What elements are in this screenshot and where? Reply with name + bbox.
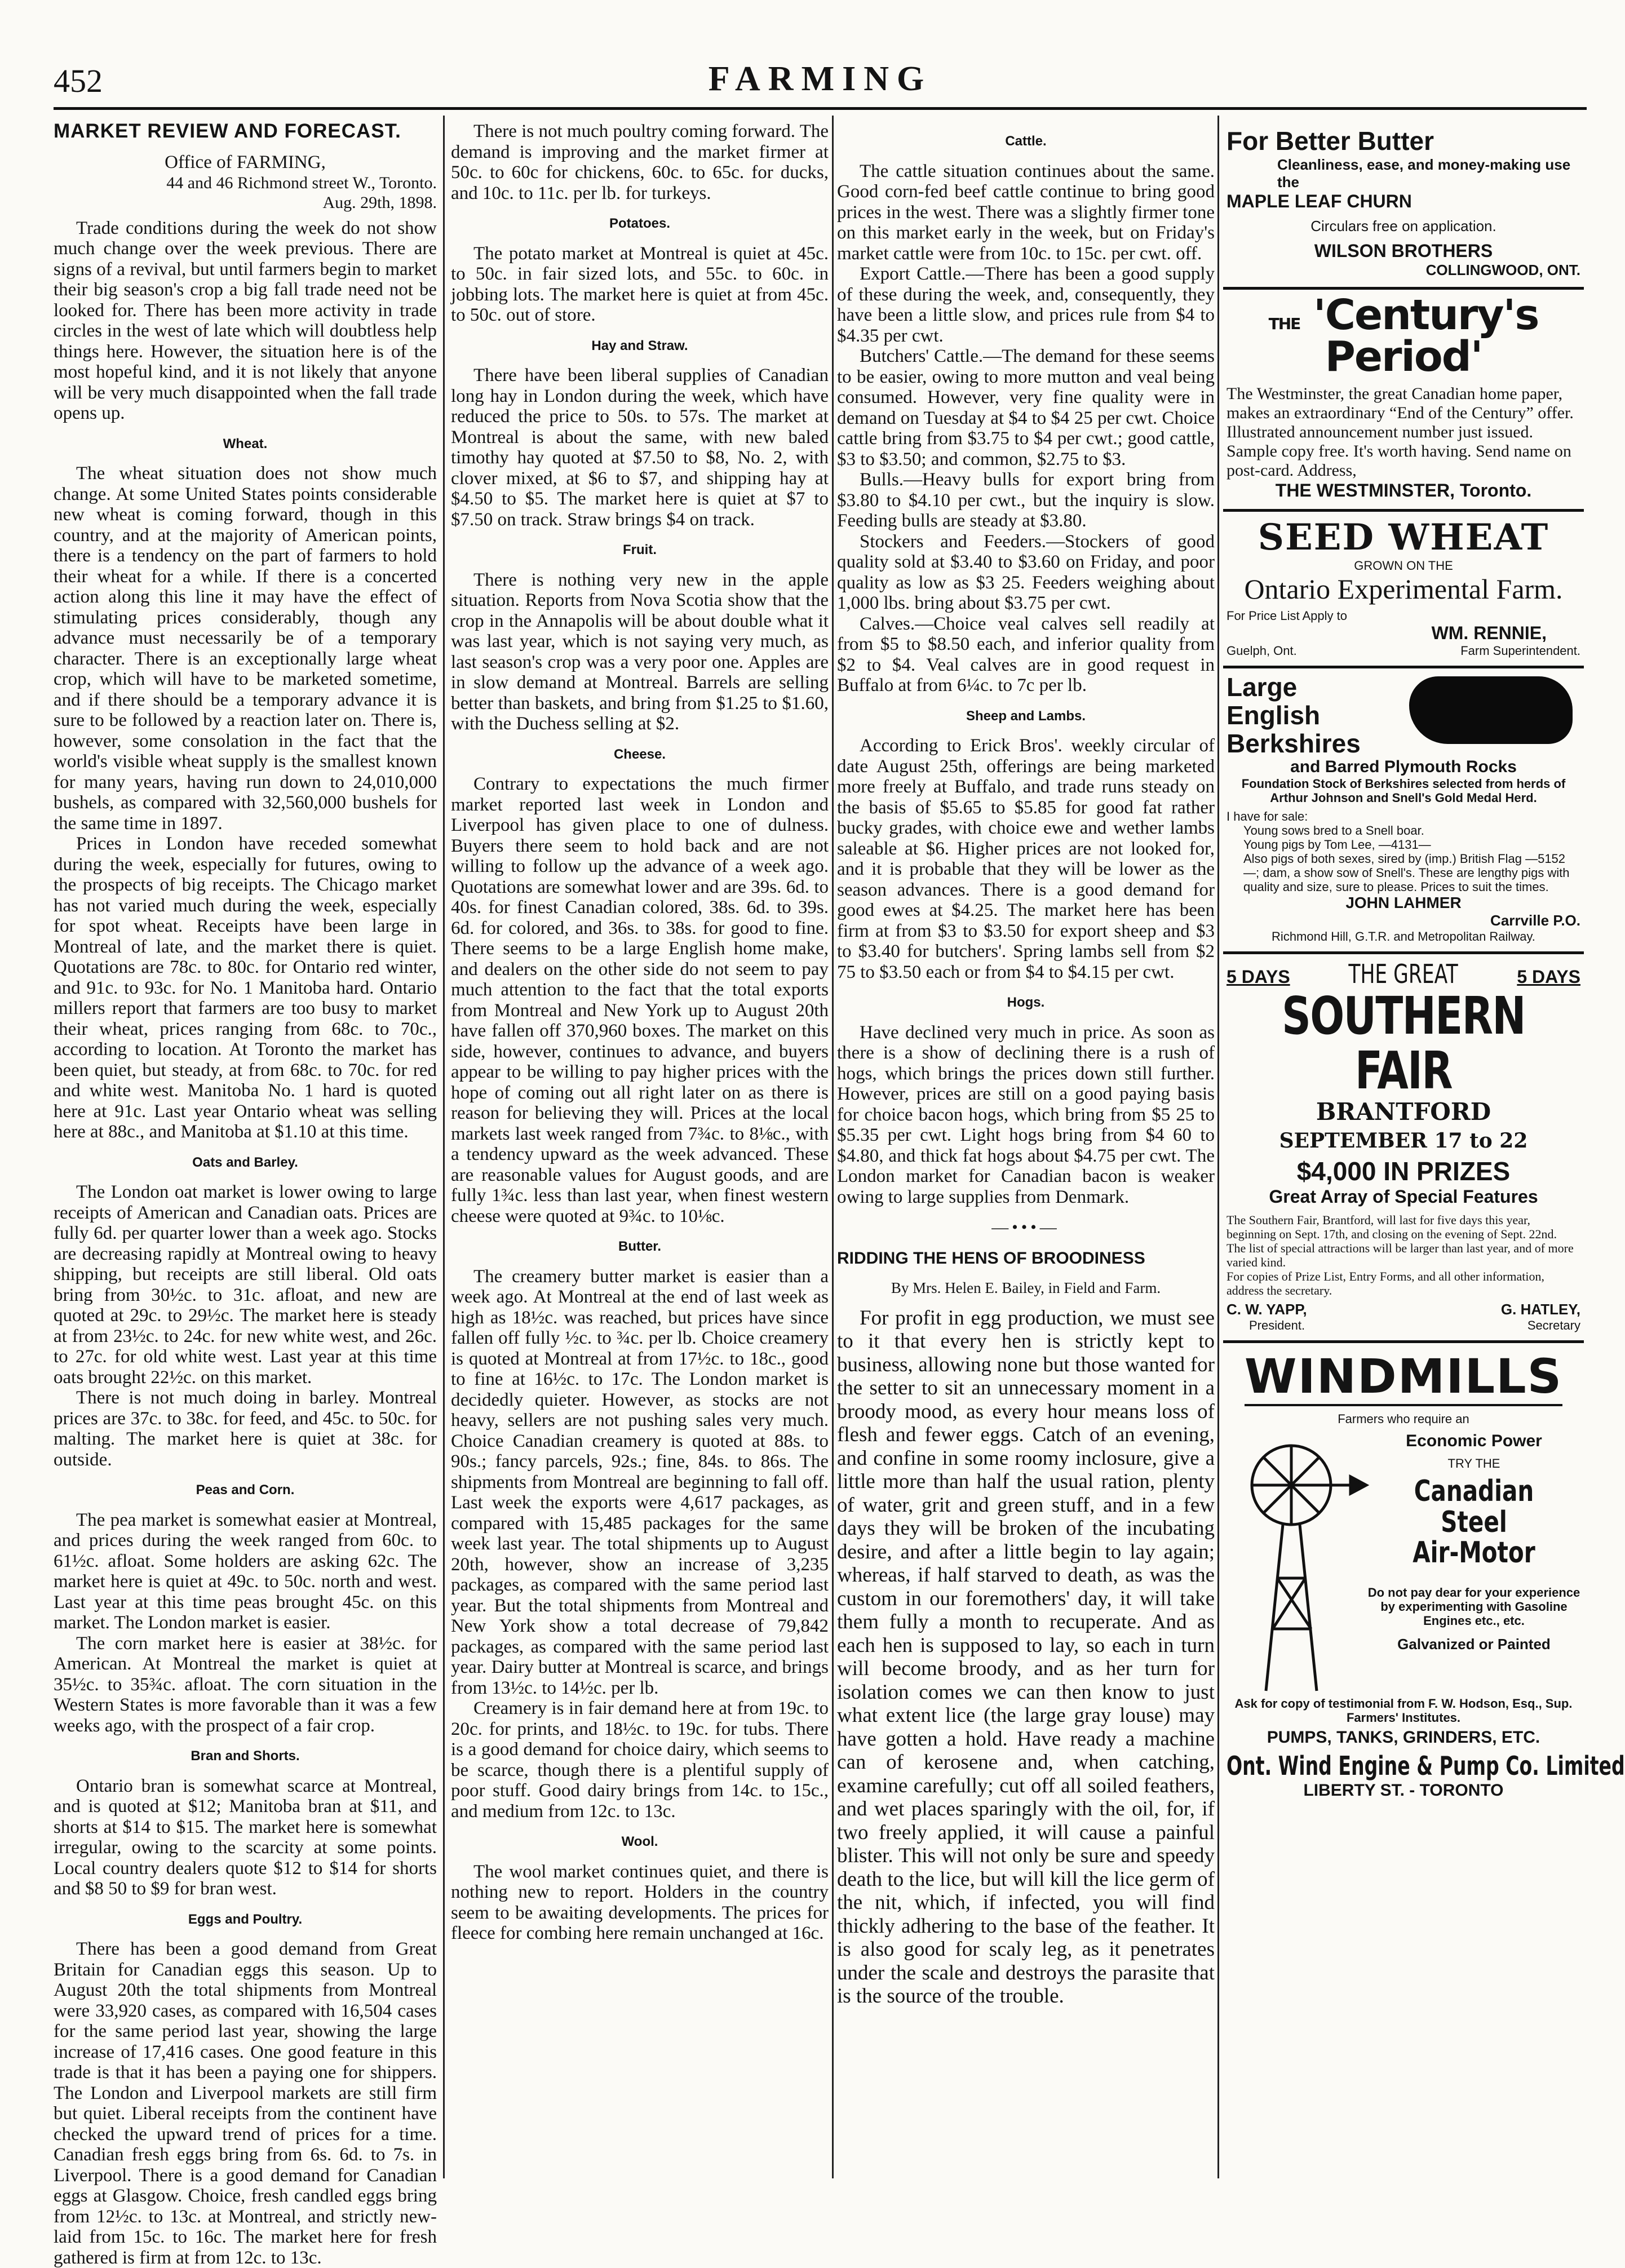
page-number: 452 (54, 63, 103, 99)
ad-company: Ont. Wind Engine & Pump Co. Limited (1227, 1751, 1625, 1782)
ad-days: 5 DAYS (1517, 967, 1580, 987)
ad-text: THE GREAT (1348, 959, 1459, 989)
paragraph: Contrary to expectations the much firmer market reported last week in London and Liverpool has given place to one of dulness. Buyers there seem to hold back and are not willing to follow up the advance of a week ago. Quotations are somewhat lower and are 39s. 6d. to 40s. for finest Canadian colored, 38s. 6d. to 39s. 6d. for colored, and 36s. to 38s. for good to fine. There seems to be a large English home make, and dealers on the other side do not seem to pay much attention to the fact that the total exports from Montreal and New York up to August 20th have fallen off 370,960 boxes. The market on this side, however, continues to advance, and buyers appear to be willing to pay higher prices with the hope of coming out all right later on as there is reason for believing they will. Prices at the local markets last week ranged from 7¾c. to 8⅛c., with a tendency upward as the week advanced. These are reasonable values for August goods, and are fully 1¾c. less than last year, when finest western cheese were quoted at 9¾c. to 10⅛c. (451, 774, 829, 1226)
ad-text: For Price List Apply to (1227, 609, 1347, 623)
paragraph: The creamery butter market is easier than a week ago. At Montreal at the end of last week as high as 18½c. was reached, but prices have since fallen off fully ½c. to ¾c. per lb. Choice creamery is quoted at Montreal at from 17½c. to 18c., good to fine at 16½c. to 17c. The London market is decidedly quieter. However, as stocks are not heavy, sellers are not pushing sales very much. Choice Canadian creamery is quoted at 88s. to 90s.; fancy parcels, 92s.; fine, 84s. to 86s. The shipments from Montreal are beginning to fall off. Last week the exports were 4,617 packages, as compared with 15,485 packages for the same week last year. The total shipments up to August 20th, however, show an increase of 3,235 packages, as compared with the same period last year. But the total shipments from Montreal and New York show a total decrease of 79,842 packages, as compared with the same period last year. Dairy butter at Montreal is scarce, and brings from 13½c. to 14½c. per lb. (451, 1266, 829, 1698)
paragraph: The potato market at Montreal is quiet at 45c. to 50c. in fair sized lots, and 55c. to 60c. in jobbing lots. The market here is quiet at from 45c. to 50c. out of store. (451, 243, 829, 325)
ad-name: G. HATLEY, (1500, 1301, 1580, 1318)
market-review-title: MARKET REVIEW AND FORECAST. (54, 120, 401, 142)
ad-role: President. (1249, 1318, 1305, 1333)
paragraph: The wool market continues quiet, and there is nothing new to report. Holders in the country seem to be awaiting developments. The prices for fleece for combing here remain unchanged at 16c. (451, 1861, 829, 1943)
paragraph: The London oat market is lower owing to large receipts of American and Canadian oats. Prices are fully 6d. per quarter lower than a week ago. Stocks are decreasing rapidly at Montreal owing to heavy shipping, but receipts are still liberal. Old oats bring from 30½c. to 31c. afloat, and new are quoted at 29c. to 29½c. The market here is steady at from 23½c. to 24c. for new white west, and 26c. to 27c. for old white west. Last year at this time oats brought 22½c. on this market. (54, 1182, 437, 1388)
ad-title: SEED WHEAT (1258, 516, 1549, 559)
article-body: For profit in egg production, we must see to it that every hen is strictly kept to business, allowing none but those wanted for the setter to sit an unnecessary moment in a broody mood, as every hour means loss of flesh and fewer eggs. Catch of an evening, and confine in some roomy inclosure, give a little more than half the usual ration, plenty of water, grit and green stuff, and in a few days they will be broken of the incubating desire, and after a little begin to lay again; whereas, if half starved to death, as was the custom in our foremothers' day, it will take them fully a month to recuperate. And as each hen is supposed to lay, so each in turn will become broody, and as her turn for isolation comes we can then know to just what extent lice (the large gray louse) may have gotten a hold. Have ready a machine can of kerosene and, when catching, examine carefully; cut off all soiled feathers, and wet places sparingly with the oil, for, if two freely applied, it will cause a painful blister. This will not only be sure and speedy death to the lice, but will kill the lice germ of the nit, which, if infected, you will find thickly adhering to the base of the feather. It is also good for scaly leg, as it penetrates under the scale and destroys the parasite that is the source of the trouble. (837, 1306, 1215, 2008)
ad-text: and Barred Plymouth Rocks (1290, 758, 1517, 776)
section-heading-oats: Oats and Barley. (192, 1154, 298, 1170)
ad-name: WM. RENNIE, (1431, 623, 1547, 643)
section-heading-sheep: Sheep and Lambs. (966, 708, 1086, 724)
ad-text: The Southern Fair, Brantford, will last for five days this year, beginning on Sept. 17th, and closing on the evening of Sept. 22nd. (1227, 1213, 1557, 1242)
page-header (54, 56, 1587, 110)
article-title: RIDDING THE HENS OF BROODINESS (837, 1248, 1145, 1268)
ad-text: Young sows bred to a Snell boar. (1243, 823, 1424, 838)
ad-seed-wheat (1223, 512, 1584, 668)
ad-days: 5 DAYS (1227, 967, 1290, 987)
windmill-icon (1227, 1432, 1367, 1696)
market-intro: Trade conditions during the week do not show much change over the week previous. There are signs of a revival, but until farmers begin to market their big season's crop a big fall trade need not be looked for. There has been more activity in trade circles in the west of late which will doubtless help things here. However, the situation here is of the most hopeful kind, and it is not likely that anyone will be very much disappointed when the fall trade opens up. (54, 218, 437, 423)
ad-text: GROWN ON THE (1354, 559, 1453, 573)
ad-prizes: $4,000 IN PRIZES (1296, 1157, 1511, 1186)
ad-text: Richmond Hill, G.T.R. and Metropolitan Railway. (1272, 929, 1535, 943)
column-rule (1217, 116, 1219, 2178)
ad-city: BRANTFORD (1316, 1098, 1491, 1126)
ad-farm: Ontario Experimental Farm. (1244, 573, 1563, 605)
paragraph: Prices in London have receded somewhat during the week, especially for futures, owing to the prospects of big receipts. The Chicago market has not varied much during the week, especially for spot wheat. Receipts have been large in Montreal of late, and the market there is quiet. Quotations are 78c. to 80c. for Ontario red winter, and 91c. to 93c. for No. 1 Manitoba hard. Ontario millers report that farmers are too busy to market their wheat, prices ranging from 68c. to 70c., according to location. At Toronto the market has been quiet, but steady, at from 68c. to 70c. for red and white west. Manitoba No. 1 hard is quoted here at 91c. Last year Ontario wheat was selling here at 88c., and Manitoba at $1.10 at this time. (54, 834, 437, 1142)
ad-text: TRY THE (1447, 1456, 1500, 1471)
ad-maple-leaf-churn (1223, 121, 1584, 290)
ad-text: Galvanized or Painted (1397, 1635, 1551, 1653)
ad-role: Farm Superintendent. (1460, 644, 1580, 658)
ad-product: Air-Motor (1413, 1536, 1535, 1570)
section-heading-cattle: Cattle. (1005, 134, 1047, 149)
ad-firm: WILSON BROTHERS (1314, 241, 1493, 261)
section-heading-peas: Peas and Corn. (196, 1482, 295, 1498)
section-heading-eggs: Eggs and Poultry. (188, 1911, 303, 1927)
ad-text: Economic Power (1406, 1432, 1542, 1451)
running-title: FARMING (708, 60, 932, 98)
advertisements-column (1223, 121, 1625, 2178)
paragraph: The cattle situation continues about the same. Good corn-fed beef cattle continue to bring good prices in the west. There was a slightly firmer tone on this market early in the week, but on Friday's market cattle were from 10c. to 15c. per cwt. off. (837, 161, 1215, 264)
ad-dates: SEPTEMBER 17 to 22 (1279, 1129, 1528, 1153)
section-divider: —•••— (991, 1218, 1060, 1237)
section-heading-fruit: Fruit. (623, 542, 657, 557)
paragraph: Stockers and Feeders.—Stockers of good quality sold at $3.40 to $3.60 on Friday, and poor quality as low as $3 25. Feeders weighing about 1,000 lbs. bring about $3.75 per cwt. (837, 531, 1215, 613)
section-heading-wool: Wool. (621, 1834, 658, 1849)
ad-title: For Better Butter (1227, 126, 1434, 156)
ad-address: THE WESTMINSTER, Toronto. (1275, 480, 1532, 500)
ad-role: Secretary (1527, 1318, 1580, 1333)
paragraph: There has been a good demand from Great Britain for Canadian eggs this season. Up to August 20th the total shipments from Montreal were 33,920 cases, as compared with 16,504 cases for the same period last year, showing the large increase of 17,416 cases. One good feature in this trade is that it has been a paying one for shippers. The London and Liverpool markets are still firm but quiet. Liberal receipts from the continent have checked the upward trend of prices for a time. Canadian fresh eggs bring from 6s. 6d. to 7s. in Liverpool. There is a good demand for Canadian eggs at Glasgow. Choice, fresh candled eggs bring from 12½c. to 13c. at Montreal, and strictly new-laid from 15c. to 16c. The market here for fresh gathered is firm at from 12c. to 13c. (54, 1939, 437, 2268)
paragraph: The pea market is somewhat easier at Montreal, and prices during the week ranged from 60c. to 61½c. afloat. Some holders are asking 62c. The market here is quiet at 49c. to 50c. north and west. Last year at this time peas brought 45c. on this market. The London market is easier. (54, 1509, 437, 1633)
office-address: 44 and 46 Richmond street W., Toronto. (166, 174, 437, 192)
column-1 (54, 120, 437, 2268)
paragraph: Butchers' Cattle.—The demand for these seems to be easier, owing to more mutton and veal being consumed. However, very fine quality were in demand on Tuesday at $4 to $4 25 per cwt. Choice cattle bring from $3.75 to $4 per cwt.; good cattle, $3 to $3.50; and common, $2.75 to $3. (837, 346, 1215, 469)
paragraph: Bulls.—Heavy bulls for export bring from $3.80 to $4.10 per cwt., but the inquiry is slow. Feeding bulls are steady at $3.80. (837, 469, 1215, 531)
dateline: Aug. 29th, 1898. (322, 193, 437, 212)
ad-berkshires (1223, 668, 1584, 954)
ad-features: Great Array of Special Features (1269, 1186, 1538, 1207)
paragraph: There have been liberal supplies of Canadian long hay in London during the week, which have reduced the price to 50s. to 57s. The market at Montreal is about the same, with new baled timothy hay quoted at $7.50 to $8, No. 2, with clover mixed, at $6 to $7, and shipping hay at $4.50 to $5. The market here is quiet at $7 to $7.50 on track. Straw brings $4 on track. (451, 365, 829, 530)
ad-text: The Westminster, the great Canadian home paper, makes an extraordinary “End of the Century” offer. Illustrated announcement number just issued. Sample copy free. It's worth having. Send name on post-card. Address, (1227, 384, 1574, 480)
paragraph: The wheat situation does not show much change. At some United States points considerable new wheat is coming forward, though in this country, and at the majority of American points, there is a tendency on the part of farmers to hold their wheat for a while. If there is a concerted action along this line it may have the effect of stimulating prices considerably, though any advance must necessarily be of a temporary character. There is an exceptionally large wheat crop, which will have to be marketed sometime, and if there should be a temporary advance it is sure to be followed by a reaction later on. There is, however, some consolation in the fact that the world's visible wheat supply is the smallest known for many years, having run down to 24,010,000 bushels, as compared with 32,560,000 bushels for the same time in 1897. (54, 463, 437, 834)
section-heading-potatoes: Potatoes. (609, 216, 671, 231)
paragraph: Calves.—Choice veal calves sell readily at from $5 to $8.50 each, and inferior quality from $2 to $4. Veal calves are in good request in Buffalo at from 6¼c. to 7c per lb. (837, 613, 1215, 696)
ad-title: WINDMILLS (1245, 1349, 1562, 1406)
ad-text: Foundation Stock of Berkshires selected from herds of Arthur Johnson and Snell's Gold Medal Herd. (1241, 777, 1566, 805)
ad-place: Carrville P.O. (1490, 912, 1580, 929)
paragraph: The corn market here is easier at 38½c. for American. At Montreal the market is quiet at 35½c. to 35¾c. afloat. The corn situation in the Western States is more favorable than it was a few weeks ago, with the prospect of a fair crop. (54, 1633, 437, 1736)
section-heading-wheat: Wheat. (223, 436, 268, 451)
column-3 (837, 121, 1215, 2178)
ad-text: Farmers who require an (1338, 1412, 1469, 1427)
paragraph: There is nothing very new in the apple situation. Reports from Nova Scotia show that the crop in the Annapolis will be about double what it was last year, which is not saying very much, as last season's crop was a very poor one. Apples are in slow demand at Montreal. Barrels are selling better than baskets, and bring from $1.25 to $1.60, with the Duchess selling at $2. (451, 569, 829, 734)
ad-text: Cleanliness, ease, and money-making use the (1277, 156, 1571, 191)
ad-text: For copies of Prize List, Entry Forms, and all other information, address the secretary. (1227, 1269, 1544, 1298)
ad-text: PUMPS, TANKS, GRINDERS, ETC. (1267, 1728, 1540, 1747)
ad-product: MAPLE LEAF CHURN (1227, 191, 1412, 211)
section-heading-bran: Bran and Shorts. (191, 1748, 300, 1764)
ad-place: COLLINGWOOD, ONT. (1425, 262, 1580, 278)
ad-text: Do not pay dear for your experience by experimenting with Gasoline Engines etc., etc. (1367, 1585, 1580, 1628)
ad-text: Also pigs of both sexes, sired by (imp.) British Flag —5152—; dam, a show sow of Snell's. These are lengthy pigs with quality and size, sure to please. Prices to suit the times. (1243, 852, 1570, 894)
paragraph: There is not much poultry coming forward. The demand is improving and the market firmer at 50c. to 60c for chickens, 60c. to 65c. for ducks, and 10c. to 11c. per lb. for turkeys. (451, 121, 829, 203)
paragraph: Export Cattle.—There has been a good supply of these during the week, and, consequently, they have been a little slow, and prices rule from $4 to $4.35 per cwt. (837, 264, 1215, 346)
section-heading-hogs: Hogs. (1007, 995, 1045, 1010)
ad-windmills (1223, 1343, 1625, 1800)
ad-product: Canadian Steel (1414, 1474, 1534, 1539)
ad-text: Ask for copy of testimonial from F. W. Hodson, Esq., Sup. Farmers' Institutes. (1234, 1696, 1573, 1725)
ad-text: Circulars free on application. (1310, 218, 1496, 234)
ad-text: The list of special attractions will be larger than last year, and of more varied kind. (1227, 1241, 1574, 1270)
pig-illustration (1409, 676, 1573, 744)
ad-name: C. W. YAPP, (1227, 1301, 1307, 1318)
ad-title: Large English Berkshires (1227, 672, 1361, 758)
ad-address: LIBERTY ST. - TORONTO (1303, 1781, 1504, 1800)
ad-text: Young pigs by Tom Lee, —4131— (1243, 838, 1431, 852)
ad-text: I have for sale: (1227, 809, 1308, 823)
paragraph: Creamery is in fair demand here at from 19c. to 20c. for prints, and 18½c. to 19c. for tubs. There is a good demand for choice dairy, which seems to be scarce, though there is a plentiful supply of poor stuff. Good dairy brings from 14c. to 15c., and medium from 12c. to 13c. (451, 1698, 829, 1822)
paragraph: There is not much doing in barley. Montreal prices are 37c. to 38c. for feed, and 45c. to 50c. for malting. The market here is quiet at 38c. for outside. (54, 1388, 437, 1470)
ad-place: Guelph, Ont. (1227, 644, 1297, 658)
ad-title: SOUTHERN FAIR (1282, 986, 1525, 1101)
paragraph: According to Erick Bros'. weekly circular of date August 25th, offerings are being marketed more freely at Buffalo, and trade runs steady on the basis of $5.65 to $5.85 for good fat rather bucky grades, with choice ewe and wether lambs saleable at $6. Higher prices are not looked for, and it is probable that they will be lower as the season advances. There is a good demand for good ewes at $4.25. The market here has been firm at from $3 to $3.50 for export sheep and $3 to $3.40 for butchers'. Spring lambs sell from $2 75 to $3.50 each or from $4 to $4.15 per cwt. (837, 736, 1215, 982)
paragraph: Have declined very much in price. As soon as there is a show of declining there is a rush of hogs, which brings the prices down still further. However, prices are still on a good paying basis for choice bacon hogs, which bring from $5 25 to $5.35 per cwt. Light hogs bring from $4 60 to $4.80, and thick fat hogs about $4.75 per cwt. The London market for Canadian bacon is weaker owing to large supplies from Denmark. (837, 1022, 1215, 1207)
section-heading-cheese: Cheese. (613, 746, 666, 762)
column-rule (443, 116, 445, 2178)
paragraph: Ontario bran is somewhat scarce at Montreal, and is quoted at $12; Manitoba bran at $11, and shorts at $14 to $15. The market here is somewhat irregular, owing to the scarcity at some points. Local country dealers quote $12 to $14 for shorts and $8 50 to $9 for bran west. (54, 1775, 437, 1899)
section-heading-hay: Hay and Straw. (591, 338, 688, 353)
section-heading-butter: Butter. (618, 1239, 661, 1254)
ad-name: JOHN LAHMER (1345, 894, 1462, 911)
office-line: Office of FARMING, (165, 152, 326, 172)
ad-title: THE 'Century's Period' (1268, 291, 1539, 381)
column-rule (832, 116, 834, 2178)
ad-southern-fair (1223, 954, 1584, 1343)
article-byline: By Mrs. Helen E. Bailey, in Field and Farm. (891, 1279, 1161, 1296)
ad-centurys-period (1223, 290, 1584, 512)
column-2 (451, 121, 829, 2178)
